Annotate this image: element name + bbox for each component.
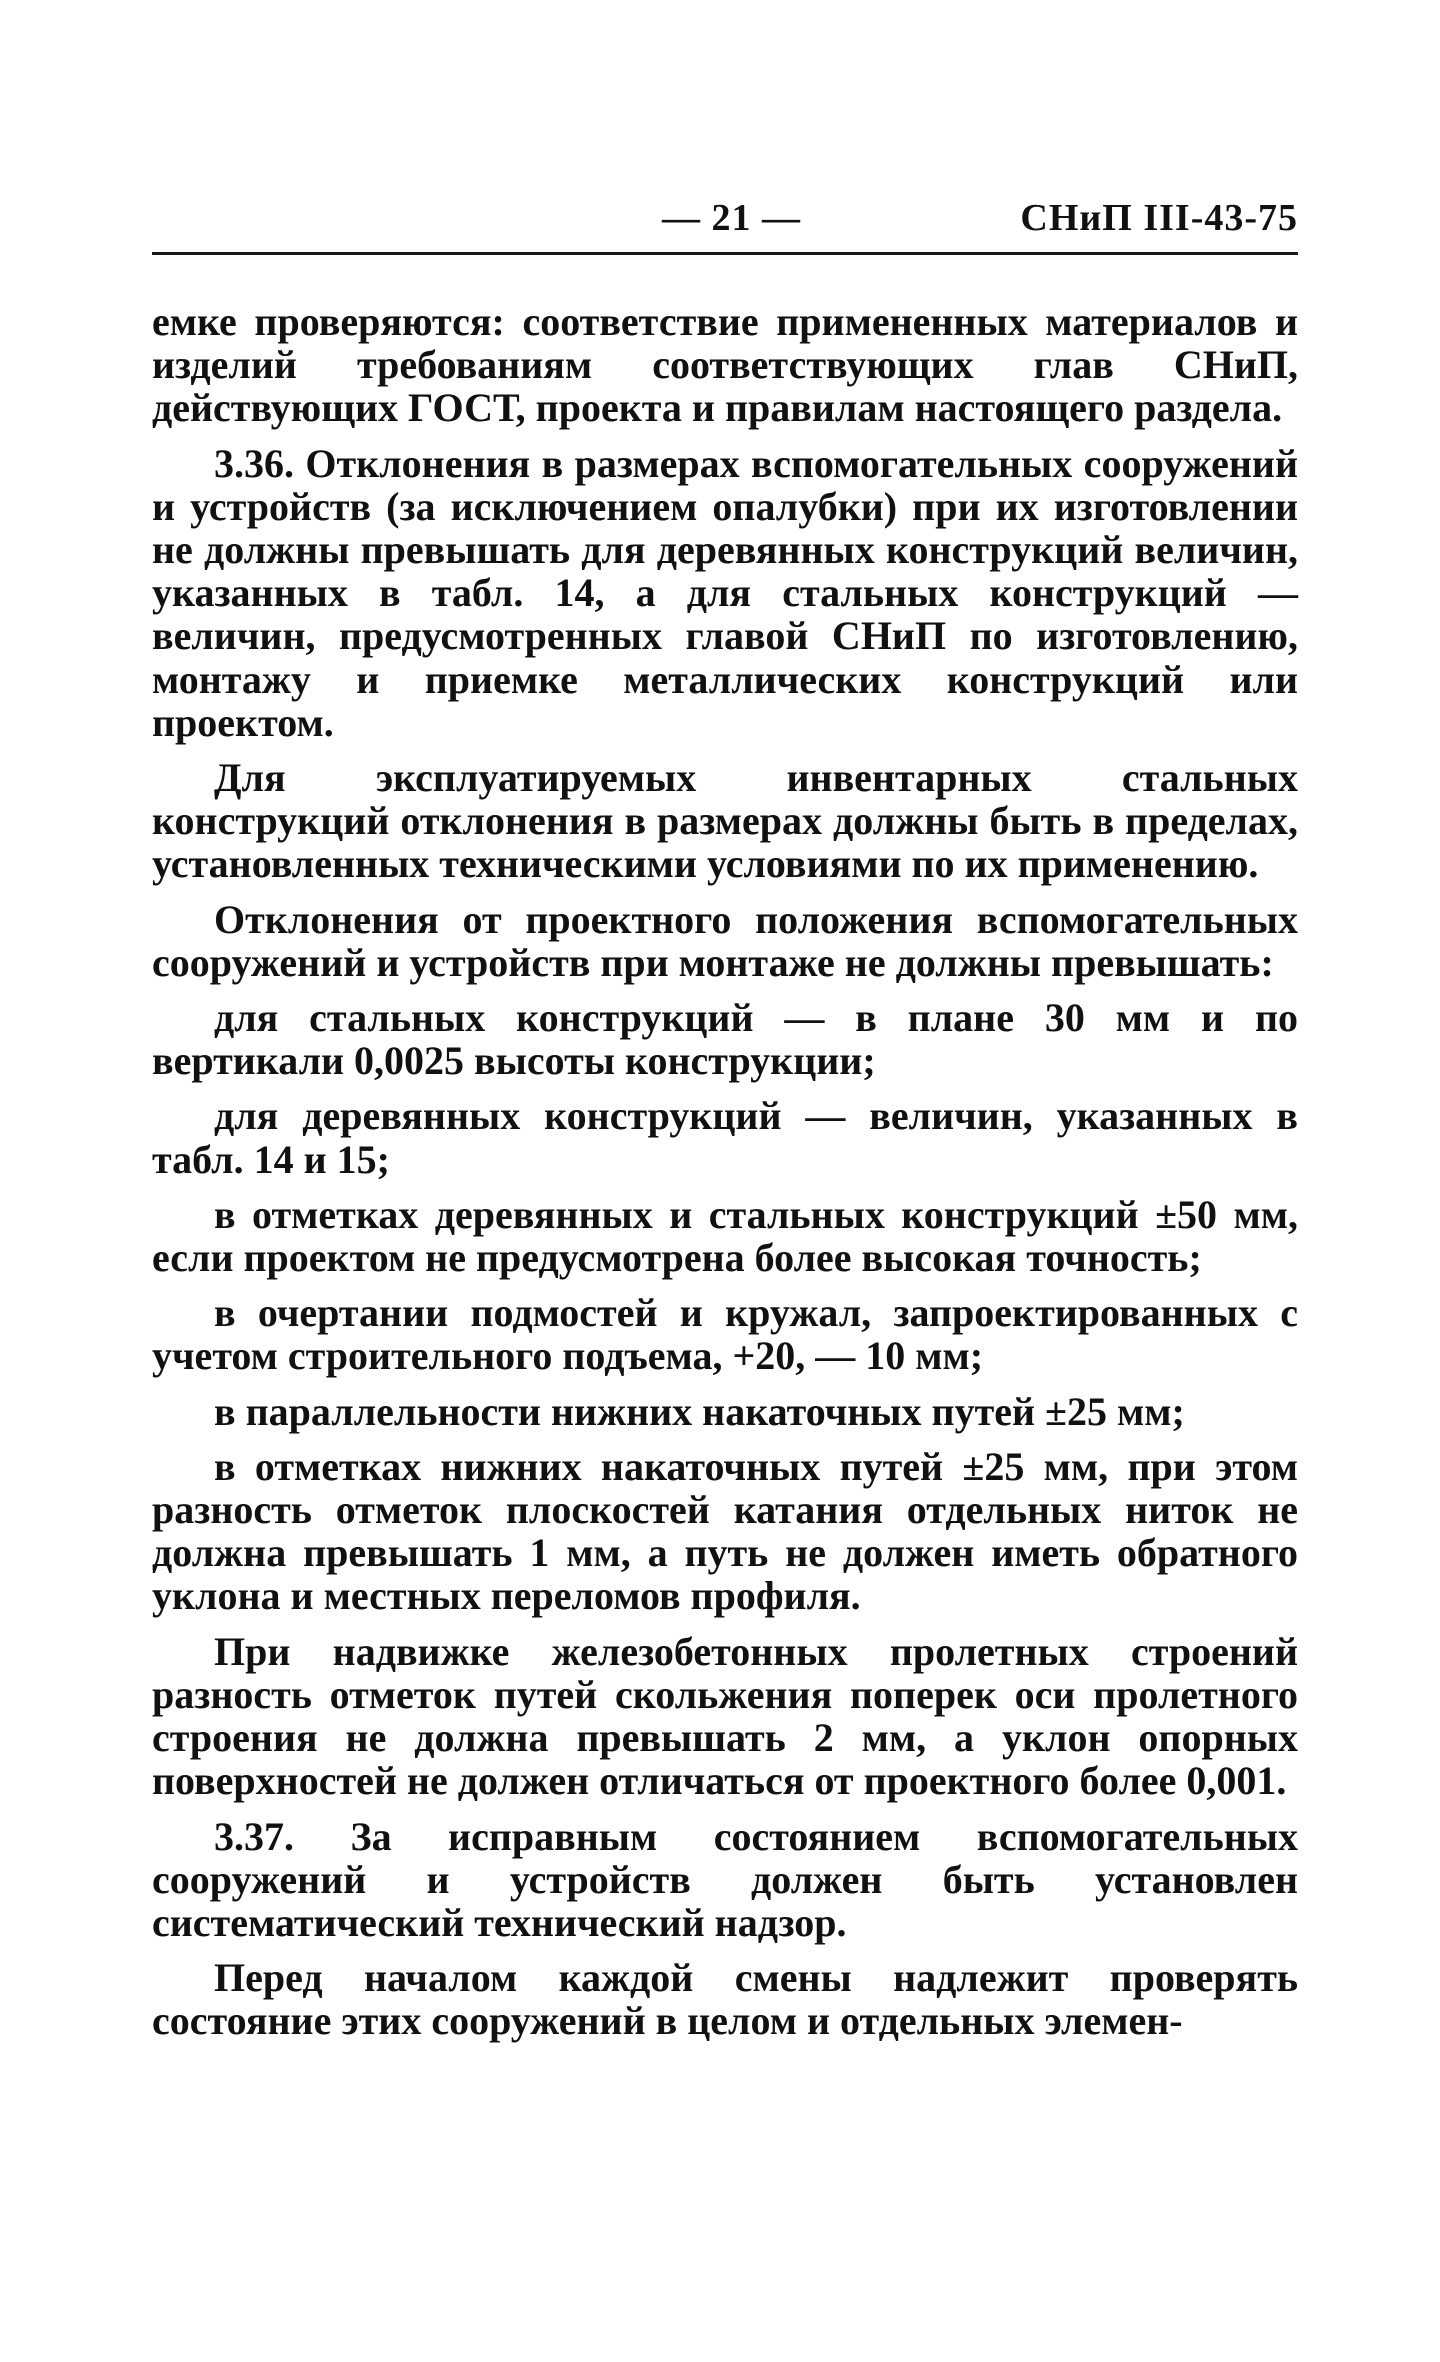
paragraph-clause-3-36: 3.36. Отклонения в размерах вспомогательных сооружений и устройств (за исключением опалубки) при их изготовлении не должны превышать для деревянных конструкций величин, указанных в табл. 14, а для стальных конструкций — величин, предусмотренных главой СНиП по изготовлению, монтажу и приемке металлических конструкций или проектом. — [152, 440, 1298, 745]
page-number: — 21 — — [662, 197, 801, 239]
document-code: СНиП III-43-75 — [1020, 197, 1298, 239]
paragraph-continuation: емке проверяются: соответствие примененных материалов и изделий требованиям соответствующих глав СНиП, действующих ГОСТ, проекта и правилам настоящего раздела. — [152, 299, 1298, 431]
list-item-elevations: в отметках деревянных и стальных конструкций ±50 мм, если проектом не предусмотрена более высокая точность; — [152, 1191, 1298, 1281]
paragraph-launching: При надвижке железобетонных пролетных строений разность отметок путей скольжения поперек оси пролетного строения не должна превышать 2 мм, а уклон опорных поверхностей не должен отличаться от проектного более 0,001. — [152, 1628, 1298, 1804]
list-item-timber: для деревянных конструкций — величин, указанных в табл. 14 и 15; — [152, 1093, 1298, 1182]
list-item-outline: в очертании подмостей и кружал, запроектированных с учетом строительного подъема, +20, — 10 мм; — [152, 1290, 1298, 1379]
list-item-steel: для стальных конструкций — в плане 30 мм и по вертикали 0,0025 высоты конструкции; — [152, 995, 1298, 1084]
paragraph-deviation-intro: Отклонения от проектного положения вспомогательных сооружений и устройств при монтаже не должны превышать: — [152, 896, 1298, 985]
paragraph-clause-3-37: 3.37. За исправным состоянием вспомогательных сооружений и устройств должен быть установлен систематический технический надзор. — [152, 1813, 1298, 1945]
paragraph-shift-check: Перед началом каждой смены надлежит проверять состояние этих сооружений в целом и отдельных элемен- — [152, 1955, 1298, 2044]
header-rule — [152, 252, 1298, 255]
list-item-rail-elevations: в отметках нижних накаточных путей ±25 мм, при этом разность отметок плоскостей катания отдельных ниток не должна превышать 1 мм, а путь не должен иметь обратного уклона и местных переломов профиля. — [152, 1443, 1298, 1619]
paragraph-inventory-structures: Для эксплуатируемых инвентарных стальных конструкций отклонения в размерах должны быть в пределах, установленных техническими условиями по их применению. — [152, 755, 1298, 887]
list-item-parallelism: в параллельности нижних накаточных путей ±25 мм; — [214, 1388, 1185, 1434]
body-text — [152, 300, 1298, 2043]
page-header — [152, 196, 1298, 246]
